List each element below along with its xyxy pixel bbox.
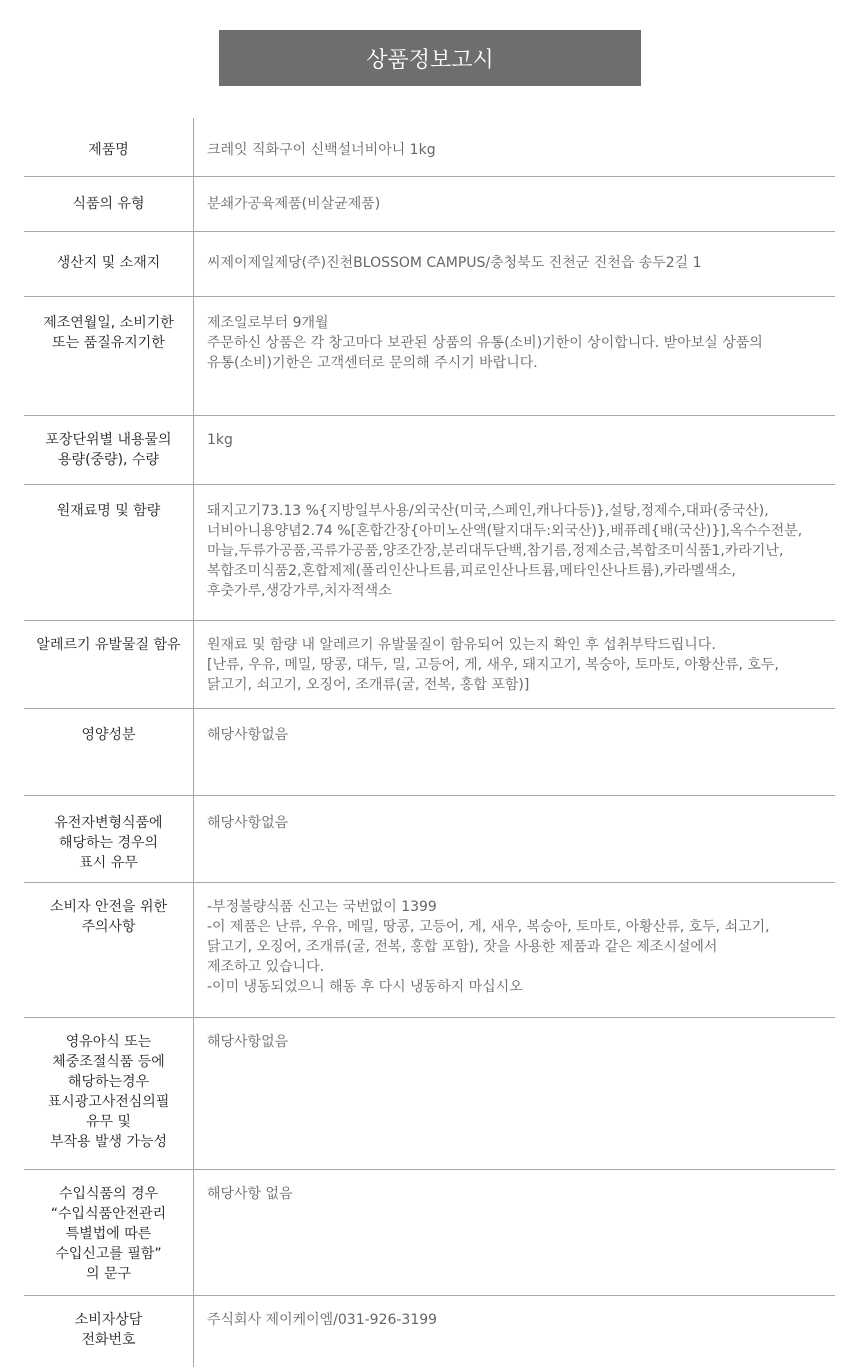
row-label: 영양성분 <box>24 709 194 795</box>
row-label: 생산지 및 소재지 <box>24 232 194 296</box>
table-row <box>24 1018 835 1170</box>
row-value: 씨제이제일제당(주)진천BLOSSOM CAMPUS/충청북도 진천군 진천읍 송두2길 1 <box>207 255 702 271</box>
table-row <box>24 1170 835 1296</box>
row-label: 소비자 안전을 위한 주의사항 <box>24 883 194 1017</box>
row-value: 해당사항없음 <box>207 1034 289 1050</box>
table-row <box>24 796 835 883</box>
table-row <box>24 621 835 709</box>
row-label: 소비자상담 전화번호 <box>24 1296 194 1367</box>
page-title: 상품정보고시 <box>219 30 641 86</box>
product-info-table <box>24 118 835 1367</box>
row-label: 식품의 유형 <box>24 177 194 231</box>
row-value: 해당사항없음 <box>207 727 289 743</box>
row-value: 돼지고기73.13 %{지방일부사용/외국산(미국,스페인,캐나다등)},설탕,정제수,대파(중국산), 너비아니용양념2.74 %[혼합간장{아미노산액(탈지대두:외국산)},배퓨레{배(국산)}],옥수수전분, 마늘,두류가공품,곡류가공품,양조간장,분리대두단백,참기름,정제소금,복합조미식품1,카라기난, 복합조미식품2,혼합제제(폴리인산나트륨,피로인산나트륨,메타인산나트륨),카라멜색소, 후춧가루,생강가루,치자적색소 <box>207 503 803 599</box>
row-value: 분쇄가공육제품(비살균제품) <box>207 196 381 212</box>
table-row <box>24 297 835 416</box>
table-row <box>24 1296 835 1367</box>
row-label: 수입식품의 경우 “수입식품안전관리 특별법에 따른 수입신고를 필함” 의 문구 <box>24 1170 194 1295</box>
row-value: -부정불량식품 신고는 국번없이 1399 -이 제품은 난류, 우유, 메밀, 땅콩, 고등어, 게, 새우, 복숭아, 토마토, 아황산류, 호두, 쇠고기, 닭고기, 오징어, 조개류(굴, 전복, 홍합 포함), 잣을 사용한 제품과 같은 제조시설에서 제조하고 있습니다. -이미 냉동되었으니 해동 후 다시 냉동하지 마십시오 <box>207 899 770 995</box>
row-label: 포장단위별 내용물의 용량(중량), 수량 <box>24 416 194 484</box>
row-label: 유전자변형식품에 해당하는 경우의 표시 유무 <box>24 796 194 882</box>
table-row <box>24 118 835 177</box>
table-row <box>24 416 835 485</box>
row-label: 제조연월일, 소비기한 또는 품질유지기한 <box>24 297 194 415</box>
table-row <box>24 709 835 796</box>
row-value: 해당사항없음 <box>207 815 289 831</box>
row-label: 영유아식 또는 체중조절식품 등에 해당하는경우 표시광고사전심의필 유무 및 부작용 발생 가능성 <box>24 1018 194 1169</box>
row-value: 제조일로부터 9개월 주문하신 상품은 각 창고마다 보관된 상품의 유통(소비)기한이 상이합니다. 받아보실 상품의 유통(소비)기한은 고객센터로 문의해 주시기 바랍니다. <box>207 315 763 371</box>
table-row <box>24 883 835 1018</box>
row-value: 원재료 및 함량 내 알레르기 유발물질이 함유되어 있는지 확인 후 섭취부탁드립니다. [난류, 우유, 메밀, 땅콩, 대두, 밀, 고등어, 게, 새우, 돼지고기, 복숭아, 토마토, 아황산류, 호두, 닭고기, 쇠고기, 오징어, 조개류(굴, 전복, 홍합 포함)] <box>207 637 779 693</box>
table-row <box>24 232 835 297</box>
row-value: 크레잇 직화구이 신백설너비아니 1kg <box>207 142 436 158</box>
row-label: 원재료명 및 함량 <box>24 485 194 620</box>
row-value: 해당사항 없음 <box>207 1186 293 1202</box>
row-label: 제품명 <box>24 118 194 176</box>
row-label: 알레르기 유발물질 함유 <box>24 621 194 708</box>
row-value: 1kg <box>207 432 233 448</box>
row-value: 주식회사 제이케이엠/031-926-3199 <box>207 1312 438 1328</box>
table-row <box>24 485 835 621</box>
table-row <box>24 177 835 232</box>
